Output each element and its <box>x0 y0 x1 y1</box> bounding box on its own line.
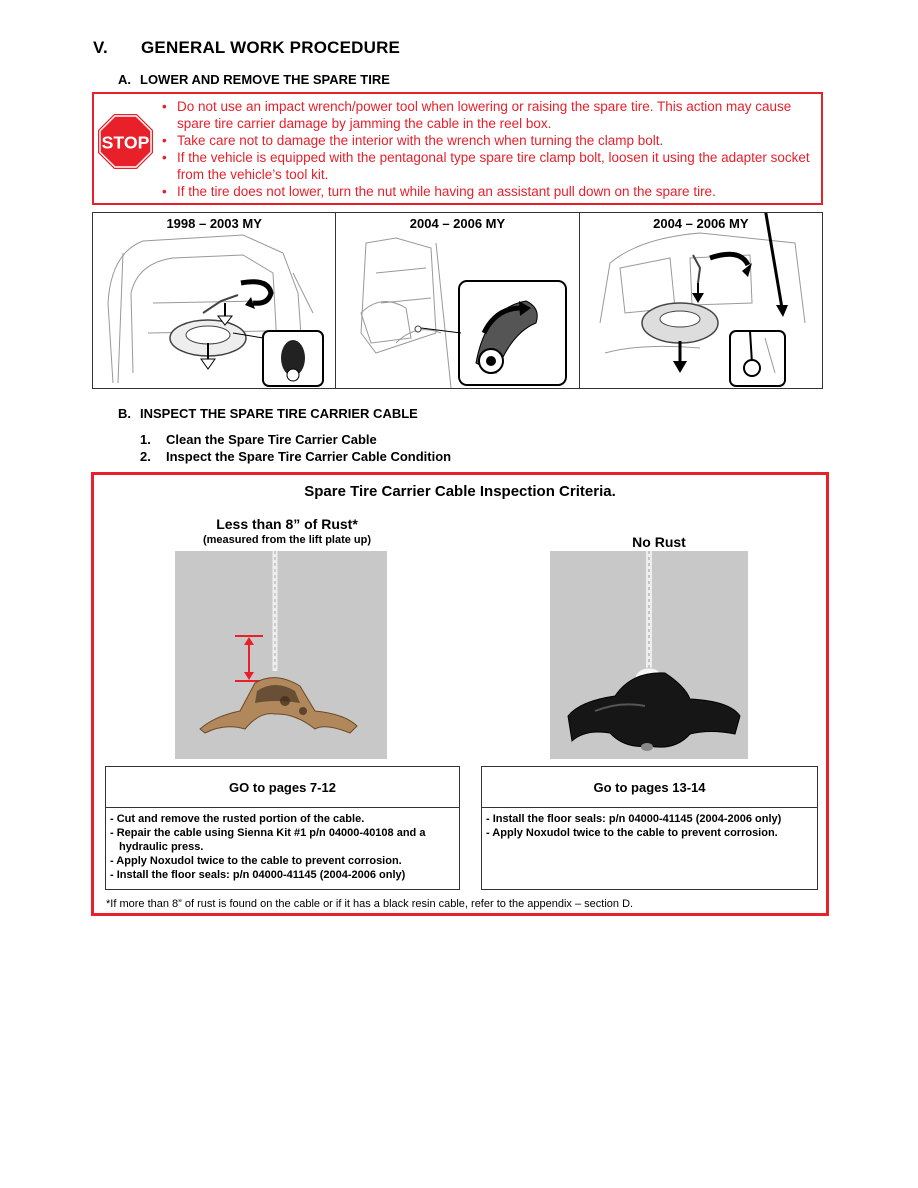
van-rear-illustration <box>93 213 336 388</box>
action-item: - Cut and remove the rusted portion of the cable. <box>110 813 365 825</box>
step-number: 2. <box>140 449 151 464</box>
panel-caption: 1998 – 2003 MY <box>166 216 262 231</box>
inspection-criteria-box <box>91 472 829 916</box>
footnote: *If more than 8” of rust is found on the cable or if it has a black resin cable, refer to the appendix – section D. <box>106 898 634 910</box>
subsection-b-title: INSPECT THE SPARE TIRE CARRIER CABLE <box>140 406 418 421</box>
action-item: - Install the floor seals: p/n 04000-41145 (2004-2006 only) <box>110 869 406 881</box>
rust-heading: Less than 8” of Rust* <box>216 516 358 532</box>
action-item: - Repair the cable using Sienna Kit #1 p/n 04000-40108 and a hydraulic press. <box>110 827 426 853</box>
panel-caption: 2004 – 2006 MY <box>653 216 749 231</box>
go-to-pages-13-14: Go to pages 13-14 <box>482 767 817 808</box>
step-number: 1. <box>140 432 151 447</box>
action-item: - Install the floor seals: p/n 04000-41145 (2004-2006 only) <box>486 813 782 825</box>
criteria-title: Spare Tire Carrier Cable Inspection Criteria. <box>304 483 616 500</box>
subsection-a-heading <box>118 72 390 87</box>
go-to-box-right <box>481 766 818 890</box>
illustration-panel-2004-2006-b <box>580 213 822 388</box>
step-item <box>140 448 451 465</box>
step-text: Inspect the Spare Tire Carrier Cable Condition <box>166 449 452 464</box>
subsection-b-heading <box>118 406 418 421</box>
warning-item: • Do not use an impact wrench/power tool when lowering or raising the spare tire. This action may cause spare tire carrier damage by jamming the cable in the reel box. <box>162 98 812 132</box>
step-text: Clean the Spare Tire Carrier Cable <box>166 432 377 447</box>
step-item <box>140 431 451 448</box>
clean-plate-photo <box>550 551 748 759</box>
no-rust-action-list <box>482 808 817 840</box>
stop-sign-text: STOP <box>101 132 150 153</box>
warning-item: • If the vehicle is equipped with the pentagonal type spare tire clamp bolt, loosen it using the adapter socket from the vehicle’s tool kit. <box>162 149 812 183</box>
action-item: - Apply Noxudol twice to the cable to prevent corrosion. <box>110 855 402 867</box>
go-to-pages-7-12: GO to pages 7-12 <box>106 767 459 808</box>
rust-action-list <box>106 808 459 882</box>
warning-item: • Take care not to damage the interior with the wrench when turning the clamp bolt. <box>162 132 812 149</box>
clean-lift-plate-image <box>550 551 748 759</box>
illustration-panels <box>92 212 823 389</box>
subsection-a-label: A. <box>118 72 131 87</box>
illustration-panel-1998-2003 <box>93 213 336 388</box>
subsection-a-title: LOWER AND REMOVE THE SPARE TIRE <box>140 72 390 87</box>
step-list <box>140 431 451 465</box>
warning-item: • If the tire does not lower, turn the nut while having an assistant pull down on the spare tire. <box>162 183 812 200</box>
subsection-b-label: B. <box>118 406 131 421</box>
van-underbody-illustration <box>580 213 822 388</box>
stop-sign-icon <box>98 114 153 169</box>
rusted-lift-plate-image <box>175 551 387 759</box>
no-rust-heading: No Rust <box>632 534 686 550</box>
section-title <box>93 38 400 58</box>
section-title-text: GENERAL WORK PROCEDURE <box>141 38 401 57</box>
warning-list <box>162 98 812 200</box>
rusted-plate-photo <box>175 551 387 759</box>
van-interior-illustration <box>336 213 579 388</box>
go-to-box-left <box>105 766 460 890</box>
action-item: - Apply Noxudol twice to the cable to prevent corrosion. <box>486 827 778 839</box>
rust-subheading: (measured from the lift plate up) <box>202 534 372 546</box>
panel-caption: 2004 – 2006 MY <box>409 216 506 231</box>
section-number: V. <box>93 38 108 57</box>
illustration-panel-2004-2006-a <box>336 213 579 388</box>
warning-box <box>92 92 823 205</box>
